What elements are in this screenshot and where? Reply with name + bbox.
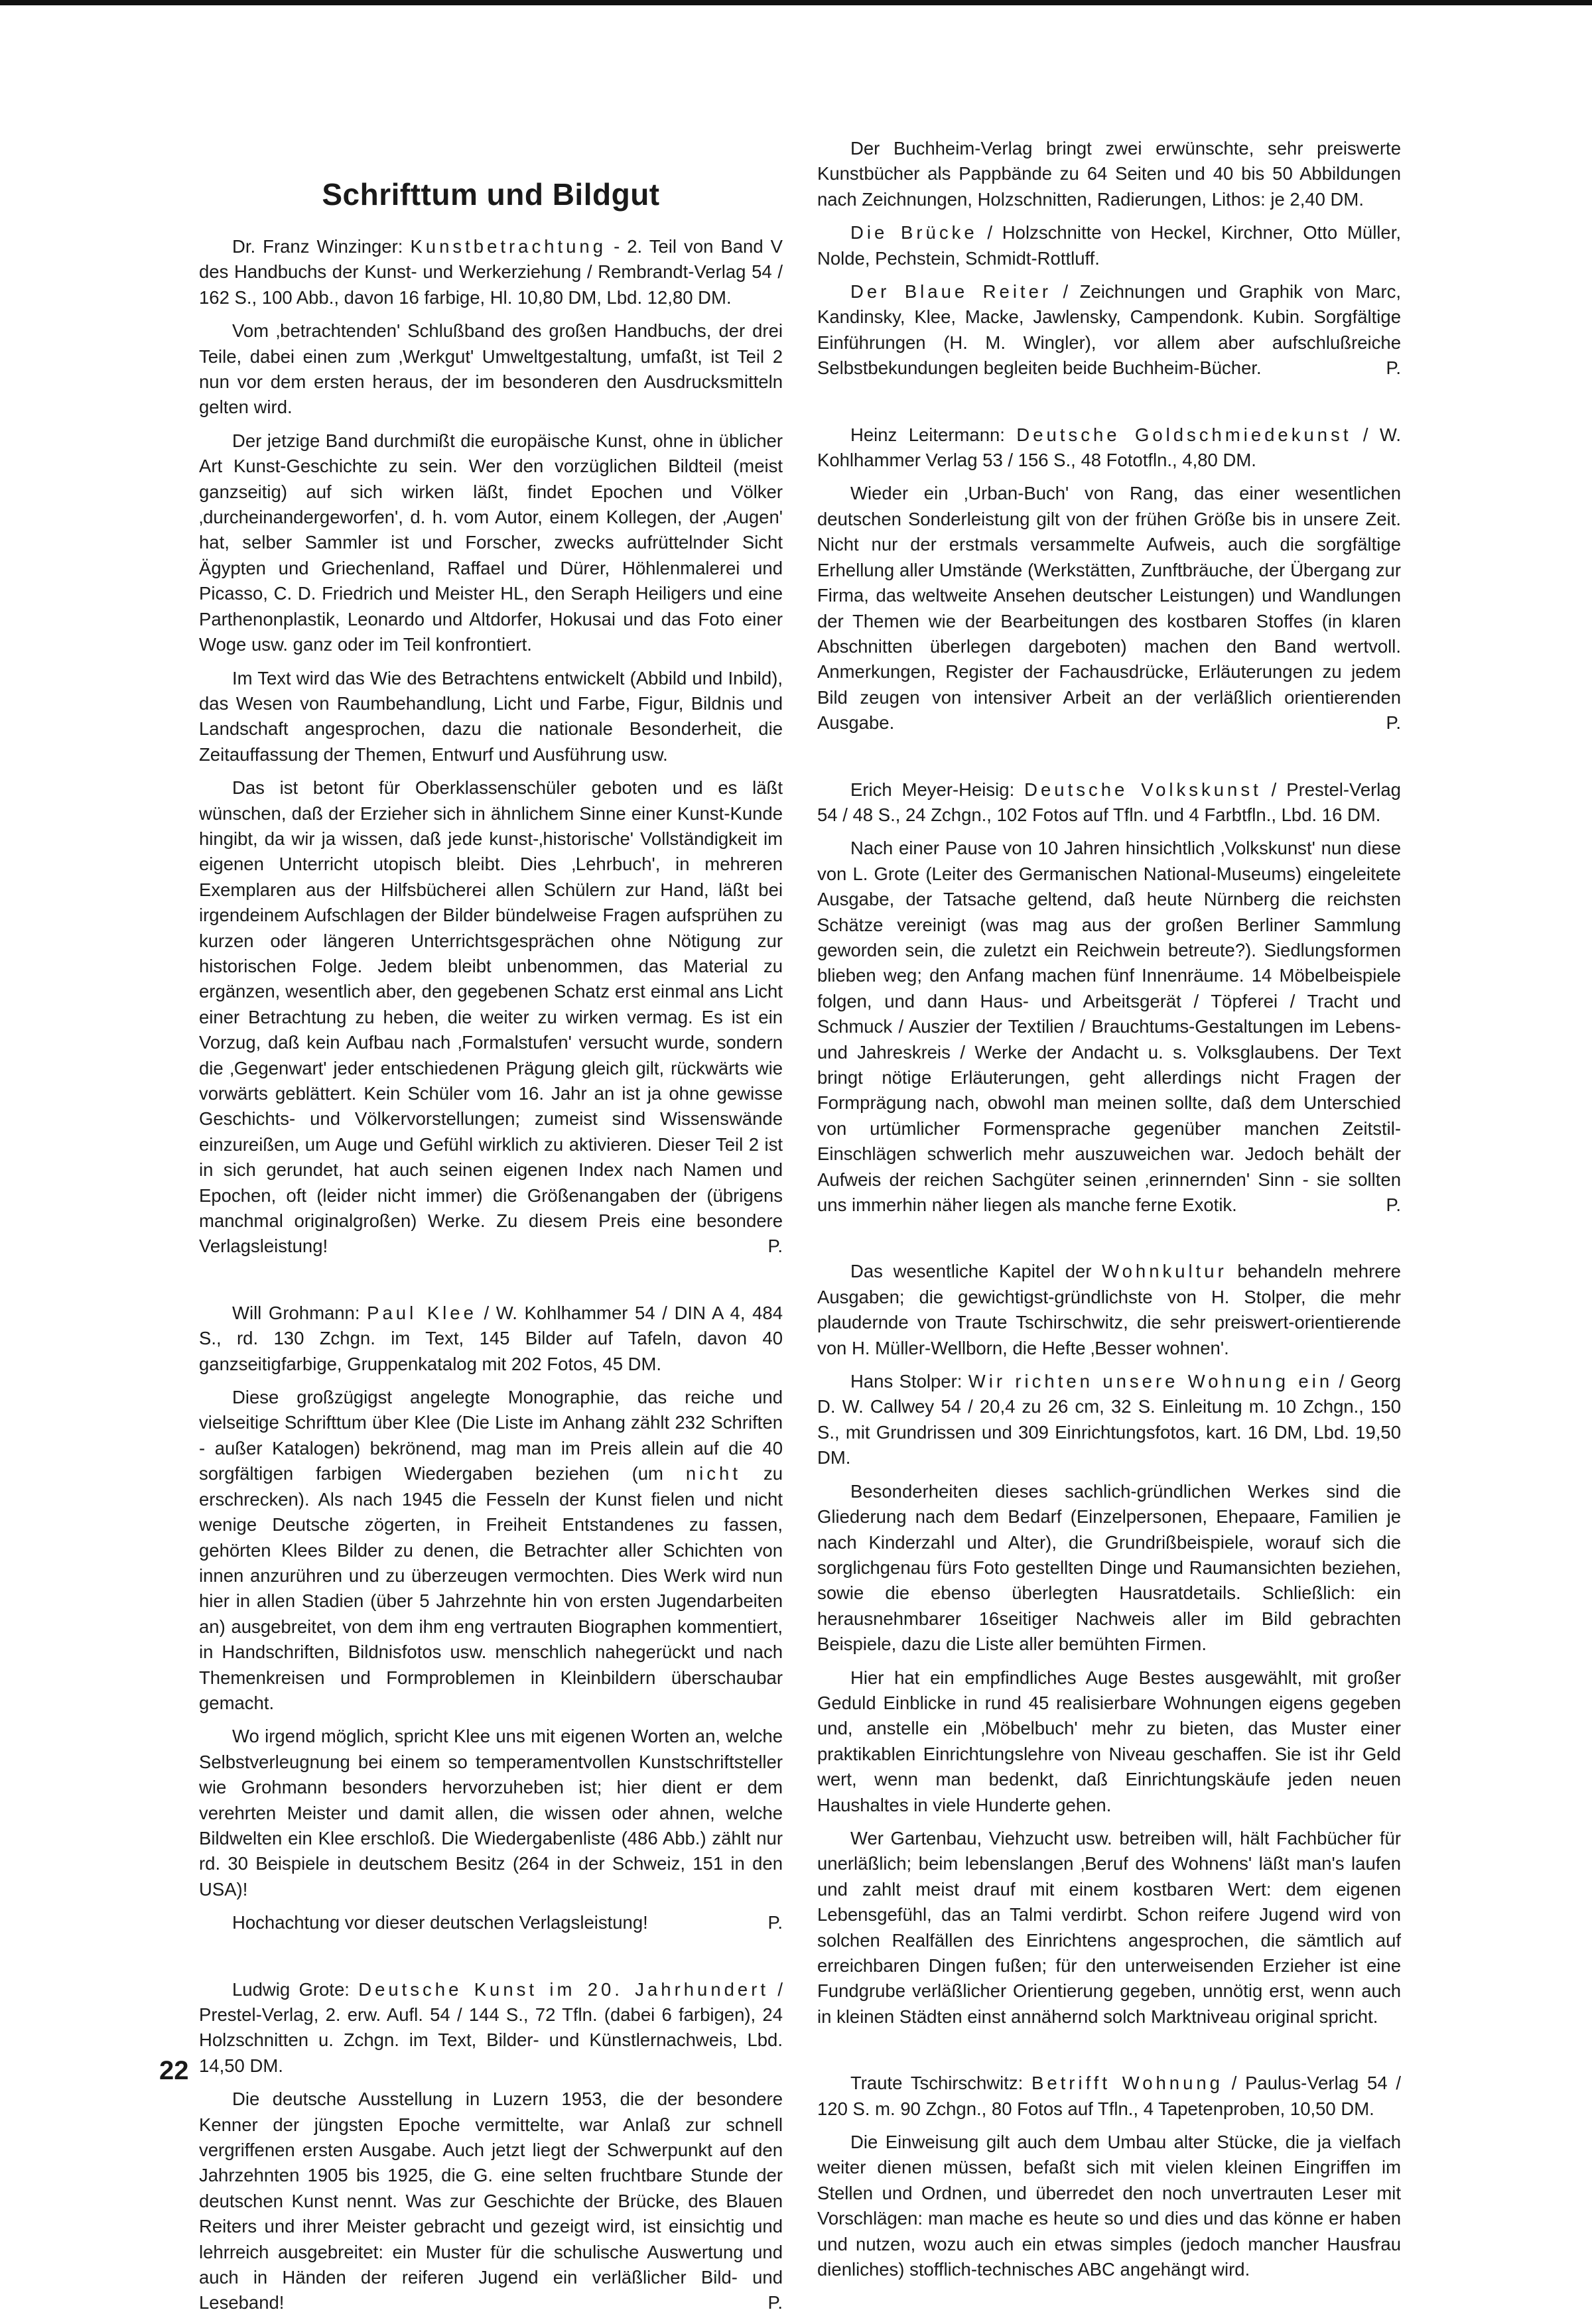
ref-book-title: Die Brücke <box>850 222 978 243</box>
top-rule <box>0 0 1592 5</box>
review-paragraph <box>817 836 1401 1218</box>
ref-details: / W. Kohlhammer Verlag 53 / 156 S., 48 Fototfln., 4,80 DM. <box>817 424 1402 471</box>
ref-details: / Prestel-Verlag 54 / 48 S., 24 Zchgn., 102 Fotos auf Tfln. und 4 Farbtfln., Lbd. 16 DM. <box>817 779 1401 825</box>
paragraph-text: Nach einer Pause von 10 Jahren hinsichtlich ‚Volkskunst' nun diese von L. Grote (Leiter des Germanischen National-Museums) eingeleitete Ausgabe, der Tatsache geltend, daß heute Nürnberg die reichsten Schätze vereinigt (was mag aus der großen Berliner Sammlung geworden sein, die zuletzt ein Reichwein betreute?). Siedlungsformen blieben weg; den Anfang machen fünf Innenräume. 14 Möbelbeispiele folgen, und dann Haus- und Arbeitsgerät / Töpferei / Tracht und Schmuck / Auszier der Textilien / Brauchtums-Gestaltungen im Lebens- und Jahreskreis / Werke der Andacht u. s. Volksglaubens. Der Text bringt nötige Erläuterungen, geht allerdings nicht Fragen der Formprägung nach, obwohl man meinen sollte, daß dem Unterschied von urtümlicher Formensprache gegenüber manchen Zeitstil-Einschlägen schwerlich mehr auszuweichen war. Jedoch behält der Aufweis der reichen Sachgüter seinen ‚erinnernden' Sinn - sie sollten uns immerhin näher liegen als manche ferne Exotik. <box>817 838 1401 1216</box>
review-reference-winzinger <box>199 234 783 310</box>
review-paragraph: Der Buchheim-Verlag bringt zwei erwünschte, sehr preiswerte Kunstbücher als Pappbände zu 64 Seiten und 40 bis 50 Abbildungen nach Zeichnungen, Holzschnitten, Radierungen, Lithos: je 2,40 DM. <box>817 138 1401 210</box>
review-reference-tschirschwitz <box>817 2071 1401 2122</box>
review-reference-stolper <box>817 1369 1401 1471</box>
ref-details: / Prestel-Verlag, 2. erw. Aufl. 54 / 144 S., 72 Tfln. (dabei 6 farbigen), 24 Holzschnitten u. Zchgn. im Text, Bilder- und Künstlernachweis, Lbd. 14,50 DM. <box>199 1978 783 2076</box>
review-reference-leitermann <box>817 422 1401 474</box>
paragraph-text: Hochachtung vor dieser deutschen Verlagsleistung! <box>232 1912 648 1933</box>
review-paragraph <box>817 279 1401 381</box>
reviewer-signature: P. <box>1386 712 1401 734</box>
review-paragraph <box>199 1385 783 1716</box>
ref-details: / Paulus-Verlag 54 / 120 S. m. 90 Zchgn., 80 Fotos auf Tfln., 4 Tapetenproben, 10,50 DM. <box>817 2073 1401 2119</box>
spacer <box>817 744 1401 777</box>
paragraph-text: Die deutsche Ausstellung in Luzern 1953, die der besondere Kenner der jüngsten Epoche vermittelte, war Anlaß zur schnell vergriffenen ersten Ausgabe. Auch jetzt liegt der Schwerpunkt auf den Jahrzehnten 1905 bis 1925, die G. eine selten fruchtbare Stunde der deutschen Kunst nennt. Was zur Geschichte der Brücke, des Blauen Reiters und ihrer Meister gebracht und gezeigt wird, ist einsichtig und lehrreich ausgebreitet: ein Muster für die schulische Auswertung und auch in Händen der reiferen Jugend ein verläßlicher Bild- und Leseband! <box>199 2089 783 2313</box>
emphasis-text: nicht <box>685 1463 741 1484</box>
ref-book-title: Kunstbetrachtung <box>410 236 607 257</box>
review-paragraph <box>817 220 1401 271</box>
ref-author: Erich Meyer-Heisig: <box>850 779 1025 800</box>
paragraph-text: Das wesentliche Kapitel der <box>850 1261 1102 1282</box>
ref-book-title: Wir richten unsere Wohnung ein <box>968 1371 1333 1392</box>
ref-book-title: Deutsche Kunst im 20. Jahrhundert <box>358 1978 769 2000</box>
right-column <box>817 136 1401 2290</box>
review-paragraph: Die Einweisung gilt auch dem Umbau alter Stücke, die ja vielfach weiter dienen müssen, befaßt sich mit vielen kleinen Eingriffen im Stellen und Ordnen, und überredet den noch unvertrauten Leser mit Vorschlägen: man mache es heute so und dies und das könne er haben und nutzen, wozu auch ein etwas simples (jedoch mancher Hausfrau dienliches) stofflich-technisches ABC angehängt wird. <box>817 2132 1401 2280</box>
review-paragraph: Wo irgend möglich, spricht Klee uns mit eigenen Worten an, welche Selbstverleugnung bei einem so temperamentvollen Kunstschriftsteller wie Grohmann besonders hervorzuheben ist; hier dient er dem verehrten Meister und damit allen, die wissen oder ahnen, welche Bildwelten ein Klee erschloß. Die Wiedergabenliste (486 Abb.) zählt nur rd. 30 Beispiele in deutschem Besitz (264 in der Schweiz, 151 in den USA)! <box>199 1726 783 1900</box>
paragraph-text: Wieder ein ‚Urban-Buch' von Rang, das einer wesentlichen deutschen Sonderleistung gilt von der frühen Größe bis in unsere Zeit. Nicht nur der erstmals versammelte Aufweis, auch die sorgfältige Erhellung aller Umstände (Werkstätten, Zunftbräuche, der Übergang zur Firma, das weltweite Ansehen deutscher Leistungen) und Wandlungen der Themen wie der Bearbeitungen des kostbaren Stoffes (in klaren Abschnitten überlegen dargeboten) machen den Band wertvoll. Anmerkungen, Register der Fachausdrücke, Erläuterungen zu jedem Bild zeugen von intensiver Arbeit an der verläßlich orientierenden Ausgabe. <box>817 483 1401 734</box>
spacer <box>199 1267 783 1301</box>
review-paragraph: Der jetzige Band durchmißt die europäische Kunst, ohne in üblicher Art Kunst-Geschichte zu sein. Wer den vorzüglichen Bildteil (meist ganzseitig) auf sich wirken läßt, findet Epochen und Völker ‚durcheinandergeworfen', d. h. vom Autor, einem Kollegen, der ‚Augen' hat, selber Sammler ist und Forscher, zwecks aufrüttelnder Sicht Ägypten und Griechenland, Raffael und Dürer, Höhlenmalerei und Picasso, C. D. Friedrich und Meister HL, den Seraph Heiligers und eine Parthenonplastik, Leonardo und Altdorfer, Hokusai und das Foto einer Woge usw. ganz oder im Teil konfrontiert. <box>199 430 783 655</box>
page-number: 22 <box>159 2056 189 2085</box>
review-reference-meyer-heisig <box>817 777 1401 828</box>
ref-author: Heinz Leitermann: <box>850 424 1017 445</box>
review-paragraph <box>199 1910 783 1935</box>
paragraph-text: / Holzschnitte von Heckel, Kirchner, Otto Müller, Nolde, Pechstein, Schmidt-Rottluff. <box>817 222 1401 269</box>
review-reference-klee <box>199 1301 783 1377</box>
ref-author: Ludwig Grote: <box>232 1978 359 2000</box>
ref-book-title: Deutsche Goldschmiedekunst <box>1016 424 1352 445</box>
paragraph-text: behandeln mehrere Ausgaben; die gewichtigst-gründlichste von H. Stolper, die mehr plaudernde von Traute Tschirschwitz, die sehr preiswert-orientierende von H. Müller-Wellborn, die Hefte ‚Besser wohnen'. <box>817 1261 1401 1358</box>
paragraph-text: Diese großzügigst angelegte Monographie, das reiche und vielseitige Schrifttum über Klee (Die Liste im Anhang zählt 232 Schriften - außer Katalogen) bekrönend, mag man im Preis allein auf die 40 sorgfältigen farbigen Wiedergaben beziehen (um <box>199 1387 783 1484</box>
review-paragraph: Hier hat ein empfindliches Auge Bestes ausgewählt, mit großer Geduld Einblicke in rund 45 realisierbare Wohnungen eigens gegeben und, anstelle ein ‚Möbelbuch' mehr zu bieten, das Muster einer praktikablen Einrichtungslehre von Niveau geschaffen. Sie ist ihr Geld wert, wenn man bedenkt, daß Einrichtungskäufe jeden neuen Haushaltes in viele Hunderte gehen. <box>817 1667 1401 1815</box>
paragraph-text: Das ist betont für Oberklassenschüler geboten und es läßt wünschen, daß der Erzieher sich in ähnlichem Sinne einer Kunst-Kunde hingibt, da wir ja wissen, daß jede kunst-‚historische' Vollständigkeit im eigenen Unterricht utopisch bleibt. Dies ‚Lehrbuch', in mehreren Exemplaren aus der Hilfsbücherei allen Schülern zur Hand, läßt bei irgendeinem Aufschlagen der Bilder bündelweise Fragen aufsprühen zu kurzen oder längeren Unterrichtsgesprächen ohne Nötigung zur historischen Folge. Jedem bleibt unbenommen, das Material zu ergänzen, wesentlich aber, den gegebenen Schatz erst einmal ans Licht einer Betrachtung zu heben, die weiter zu wirken vermag. Es ist ein Vorzug, daß kein Aufbau nach ‚Formalstufen' versucht wurde, sondern die ‚Gegenwart' jeder entschiedenen Prägung gleich gilt, rückwärts wie vorwärts geblättert. Kein Schüler vom 16. Jahr an ist ja ohne gewisse Geschichts- und Völkervorstellungen; zumeist sind Wissenswände einzureißen, um Auge und Gefühl wirklich zu aktivieren. Dieser Teil 2 ist in sich gerundet, hat auch seinen eigenen Index nach Namen und Epochen, oft (leider nicht immer) die Größenangaben der (übrigens manchmal originalgroßen) Werke. Zu diesem Preis eine besondere Verlagsleistung! <box>199 777 783 1257</box>
spacer <box>199 1944 783 1977</box>
reviewer-signature: P. <box>767 1236 783 1257</box>
spacer <box>817 2037 1401 2071</box>
reviewer-signature: P. <box>767 1912 783 1933</box>
ref-author: Will Grohmann: <box>232 1302 367 1323</box>
page-title: Schrifttum und Bildgut <box>322 177 660 212</box>
review-paragraph: Im Text wird das Wie des Betrachtens entwickelt (Abbild und Inbild), das Wesen von Raumbehandlung, Licht und Farbe, Figur, Bildnis und Landschaft angesprochen, dazu die nationale Besonderheit, die Zeitauffassung der Themen, Entwurf und Ausführung usw. <box>199 667 783 765</box>
ref-book-title: Betrifft Wohnung <box>1031 2073 1223 2094</box>
spacer <box>817 389 1401 422</box>
ref-author: Hans Stolper: <box>850 1371 968 1392</box>
ref-details: / Georg D. W. Callwey 54 / 20,4 zu 26 cm, 32 S. Einleitung m. 10 Zchgn., 150 S., mit Grundrissen und 309 Einrichtungsfotos, kart. 16 DM, Lbd. 19,50 DM. <box>817 1371 1401 1468</box>
review-paragraph: Vom ‚betrachtenden' Schlußband des großen Handbuchs, der drei Teile, dabei einen zum ‚Werkgut' Umweltgestaltung, umfaßt, ist Teil 2 nun vor dem ersten heraus, der im besonderen den Ausdrucksmitteln gelten wird. <box>199 320 783 418</box>
review-paragraph <box>199 2087 783 2316</box>
reviewer-signature: P. <box>1386 1194 1401 1216</box>
left-column <box>199 136 783 2324</box>
spacer <box>817 1226 1401 1259</box>
review-paragraph <box>817 1259 1401 1361</box>
review-paragraph: Wer Gartenbau, Viehzucht usw. betreiben will, hält Fachbücher für unerläßlich; beim lebenslangen ‚Beruf des Wohnens' läßt man's laufen und zahlt meist drauf mit einem kostbaren Wert: dem eigenen Lebensgefühl, das an Talmi verdirbt. Schon reifere Jugend wird von solchen Realfällen des Einrichtens angesprochen, die sämtlich auf erreichbaren Dingen fußen; für den unterweisenden Erzieher ist eine Fundgrube verläßlicher Orientierung gegeben, unnötig erst, wenn auch in kleinen Städten einst annähernd solch Marktniveau original spricht. <box>817 1827 1401 2027</box>
reviewer-signature: P. <box>1386 357 1401 379</box>
review-paragraph <box>199 775 783 1259</box>
review-paragraph <box>817 481 1401 736</box>
ref-book-title: Deutsche Volkskunst <box>1024 779 1262 800</box>
review-paragraph: Besonderheiten dieses sachlich-gründlichen Werkes sind die Gliederung nach dem Bedarf (Einzelpersonen, Ehepaare, Familien je nach Kinderzahl und Alter), die Grundrißbeispiele, worauf sich die sorglichgenau fürs Foto gestellten Dinge und Raumansichten beziehen, sowie die ebenso überlegten Hausratdetails. Schließlich: ein herausnehmbarer 16seitiger Nachweis aller im Bild gebrachten Beispiele, dazu die Liste aller bemühten Firmen. <box>817 1480 1401 1655</box>
ref-details: / W. Kohlhammer 54 / DIN A 4, 484 S., rd. 130 Zchgn. im Text, 145 Bilder auf Tafeln, davon 40 ganzseitigfarbige, Gruppenkatalog mit 202 Fotos, 45 DM. <box>199 1302 783 1374</box>
emphasis-text: Wohnkultur <box>1102 1261 1227 1282</box>
ref-book-title: Der Blaue Reiter <box>850 281 1052 302</box>
review-reference-grote <box>199 1977 783 2079</box>
paragraph-text: / Zeichnungen und Graphik von Marc, Kandinsky, Klee, Macke, Jawlensky, Campendonk. Kubin. Sorgfältige Einführungen (H. M. Wingler), vor allem aber aufschlußreiche Selbstbekundungen begleiten beide Buchheim-Bücher. <box>817 281 1401 379</box>
paragraph-text: zu erschrecken). Als nach 1945 die Fesseln der Kunst fielen und nicht wenige Deutsche zögerten, in Freiheit Entstandenes zu fassen, gehörten Klees Bilder zu denen, die Betrachter aller Schichten von innen anzurühren und zu überzeugen vermochten. Dies Werk wird nun hier in allen Stadien (über 5 Jahrzehnte hin von ersten Jugendarbeiten an) ausgebreitet, von dem ihm eng vertrauten Biographen kommentiert, in Handschriften, Bildnisfotos usw. menschlich nahegerückt und nach Themenkreisen und Formproblemen in Kleinbildern überschaubar gemacht. <box>199 1463 783 1713</box>
ref-author: Traute Tschirschwitz: <box>850 2073 1032 2094</box>
ref-book-title: Paul Klee <box>367 1302 477 1323</box>
ref-details: - 2. Teil von Band V des Handbuchs der Kunst- und Werkerziehung / Rembrandt-Verlag 54 / 162 S., 100 Abb., davon 16 farbige, Hl. 10,80 DM, Lbd. 12,80 DM. <box>199 236 783 308</box>
reviewer-signature: P. <box>767 2292 783 2313</box>
ref-author: Dr. Franz Winzinger: <box>232 236 411 257</box>
